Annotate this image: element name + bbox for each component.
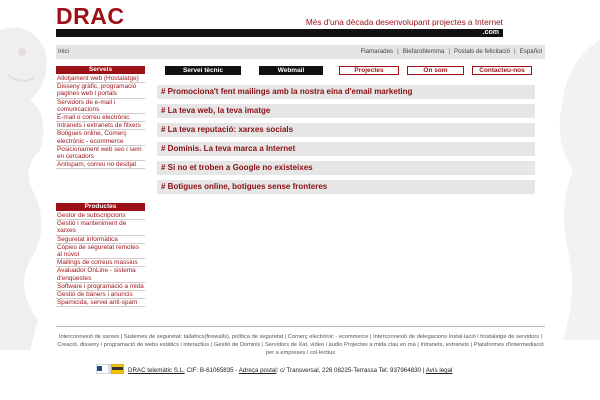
nav-home-link[interactable]: Inici <box>58 48 70 55</box>
sidebar-item-antispam[interactable]: Antispam, correu no desitjat <box>56 161 145 169</box>
sidebar-item-disseny[interactable]: Disseny gràfic, programació pàgines web i portals <box>56 83 145 98</box>
drac-logo[interactable]: DRAC <box>56 3 125 29</box>
sidebar-item-seguretat[interactable]: Seguretat informàtica <box>56 236 145 244</box>
sidebar-heading-productes: Productes <box>56 203 145 211</box>
footer-divider <box>56 326 545 327</box>
sidebar-heading-serveis: Serveis <box>56 66 145 74</box>
sidebar-item-copies[interactable]: Còpies de seguretat remotes al núvol <box>56 244 145 259</box>
nav-link-postals[interactable]: Postals de felicitació <box>453 48 511 55</box>
sidebar-serveis-list <box>56 75 145 169</box>
sidebar-item-servidors-email[interactable]: Servidors de e-mail i comunicacions <box>56 99 145 114</box>
sidebar-item-xarxes[interactable]: Gestió i manteniment de xarxes <box>56 220 145 235</box>
nav-link-blefaroblemma[interactable]: Blefaroblemma <box>402 48 445 55</box>
sidebar-item-botigues[interactable]: Botigues online, Comerç electrònic - ecommerce <box>56 130 145 145</box>
sidebar-item-intranets[interactable]: Intranets i extranets de fitxers <box>56 122 145 130</box>
company-cif: CIF: B-61065835 - <box>186 367 238 374</box>
headline-dominis[interactable]: # Dominis. La teva marca a Internet <box>157 142 535 156</box>
dragon-mascot-illustration-right <box>548 40 600 340</box>
tab-contacteu-nos[interactable]: Contacteu-nos <box>472 66 532 75</box>
w3c-validation-badges[interactable] <box>96 364 124 374</box>
tab-projectes[interactable]: Projectes <box>339 66 399 75</box>
sidebar-item-software[interactable]: Software i programació a mida <box>57 282 144 290</box>
company-address: : c/ Transversal, 226 08225-Terrassa Tel: 937964830 | <box>276 367 425 374</box>
nav-link-espanol[interactable]: Español <box>519 48 542 55</box>
sidebar-item-avaluador[interactable]: Avaluador OnLine - sistema d'enquestes <box>56 267 145 282</box>
sidebar-item-allotjament[interactable]: Allotjament web (Hostalatge) <box>56 75 145 83</box>
footer-services-links: Interconnexió de xarxes | Sistemes de seguretat: tallafocs(firewalls), política de seguretat | Comerç electrònic - ecommerce | Interconnexió de delegacions Instal·lació i hostalatge de servidors | Creació, disseny i programació de webs estàtics i interactius | Gestió de Dominis | Servidors de Xat, vídeo i àudio Projectes a mida clau en mà | Intranets, extranets | Plataformes d'intermediació per a empreses i col·lectius <box>57 334 544 356</box>
postal-address-link[interactable]: Adreça postal <box>238 367 277 374</box>
headline-web-imatge[interactable]: # La teva web, la teva imatge <box>157 104 535 118</box>
sidebar-item-mailings[interactable]: Mailings de correus massius <box>56 259 145 267</box>
legal-notice-link[interactable]: Avís legal <box>425 367 453 374</box>
tab-servei-tecnic[interactable]: Servei tècnic <box>165 66 241 75</box>
sidebar-item-email[interactable]: E-mail o correu electrònic <box>56 114 145 122</box>
sidebar-item-gestor-subscripcions[interactable]: Gestor de subscripcions <box>56 212 145 220</box>
headline-mailings[interactable]: # Promociona't fent mailings amb la nostra eina d'email marketing <box>157 85 535 99</box>
domain-suffix: .com <box>482 29 499 36</box>
headline-xarxes-socials[interactable]: # La teva reputació: xarxes socials <box>157 123 535 137</box>
header-bar <box>56 29 503 37</box>
headline-botigues[interactable]: # Botigues online, botigues sense fronteres <box>157 180 535 194</box>
dragon-mascot-illustration <box>0 20 52 350</box>
footer-contact <box>128 367 452 374</box>
tab-webmail[interactable]: Webmail <box>259 66 323 75</box>
headline-google[interactable]: # Si no et troben a Google no existeixes <box>157 161 535 175</box>
sidebar-productes-list <box>56 212 145 307</box>
tab-on-som[interactable]: On som <box>407 66 464 75</box>
nav-link-flamarades[interactable]: Flamarades <box>360 48 394 55</box>
sidebar-item-spamicida[interactable]: Spamicida, servei anti-spam <box>56 299 145 307</box>
tagline: Més d'una dècada desenvolupant projectes a Internet <box>305 17 503 27</box>
sidebar-item-posicionament[interactable]: Posicionament web seo i sem en cercadors <box>56 146 145 161</box>
company-link[interactable]: DRAC telemàtic S.L. <box>128 367 185 374</box>
top-navigation: Inici Flamarades | Blefaroblemma | Postals de felicitació | Español <box>56 45 545 59</box>
sidebar-item-baners[interactable]: Gestió de bàners i anuncis <box>56 291 145 299</box>
